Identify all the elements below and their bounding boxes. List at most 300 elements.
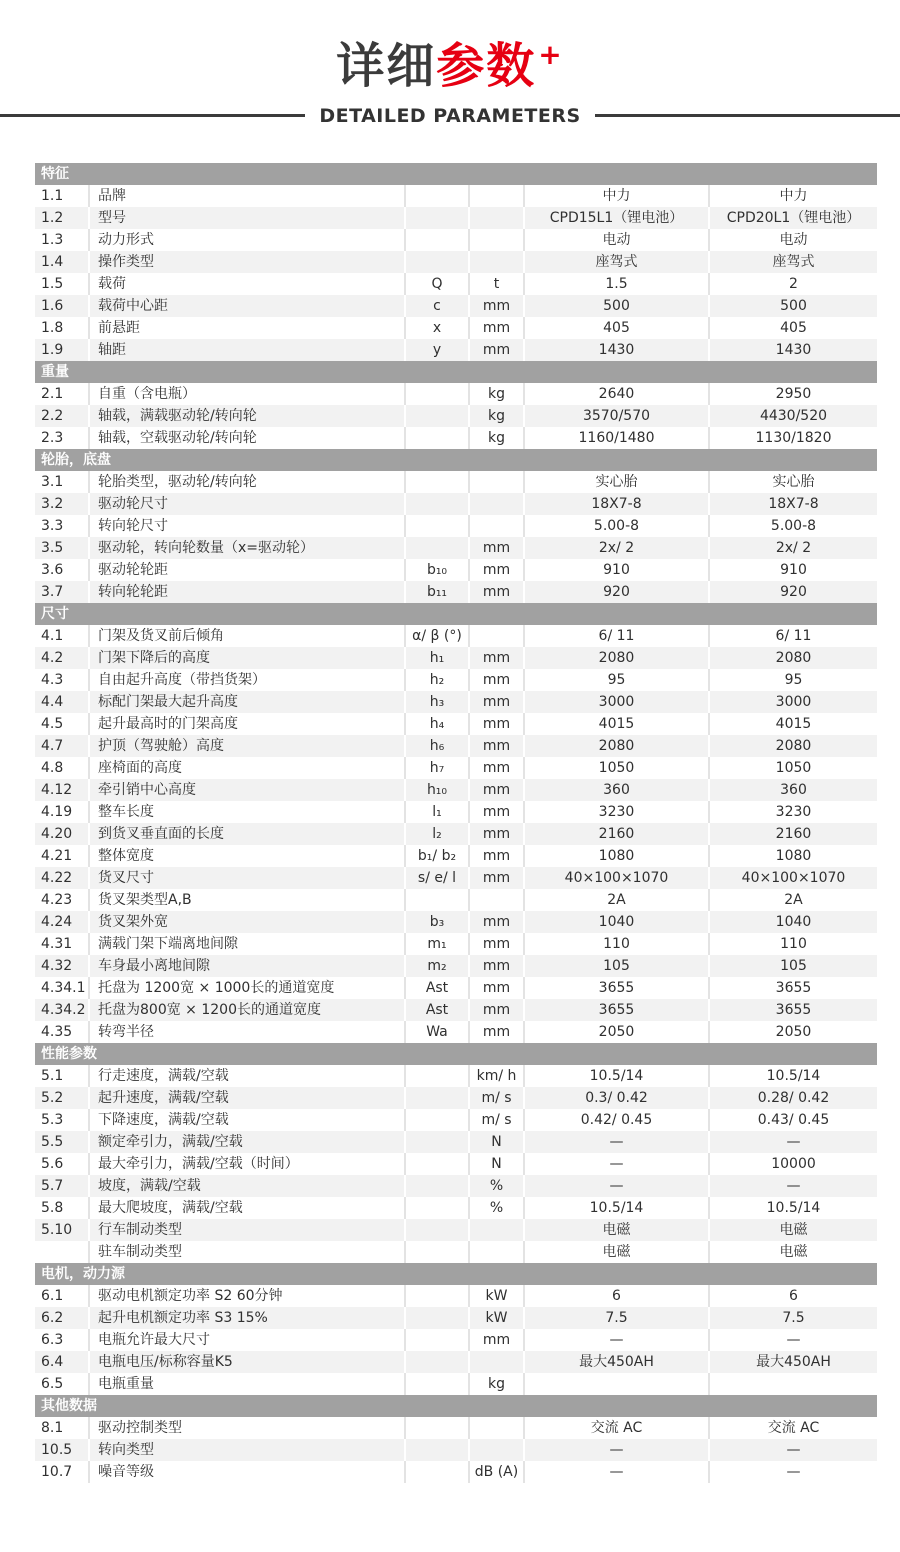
cell-v1: — <box>525 1175 710 1197</box>
cell-v2: 2950 <box>775 385 812 402</box>
cell-unit: mm <box>470 911 525 933</box>
cell-v1: 实心胎 <box>525 471 710 493</box>
cell-v1: 500 <box>525 295 710 317</box>
spec-row <box>35 1087 877 1109</box>
cell-v1: 电磁 <box>525 1219 710 1241</box>
cell-no: 4.3 <box>35 669 90 691</box>
cell-no: 4.23 <box>35 889 90 911</box>
title-text-dark: 详细 <box>336 38 437 94</box>
spec-row <box>35 955 877 977</box>
cell-v2: 交流 AC <box>767 1419 820 1436</box>
cell-label: 货叉架外宽 <box>90 911 406 933</box>
cell-label: 起升最高时的门架高度 <box>90 713 406 735</box>
spec-table <box>35 163 877 1483</box>
cell-v2: 1080 <box>775 847 812 864</box>
spec-row <box>35 999 877 1021</box>
cell-v2: 2160 <box>775 825 812 842</box>
spec-row <box>35 1065 877 1087</box>
spec-row <box>35 339 877 361</box>
spec-row <box>35 427 877 449</box>
cell-v2: — <box>786 1177 801 1194</box>
spec-row <box>35 735 877 757</box>
cell-no: 4.19 <box>35 801 90 823</box>
cell-unit: mm <box>470 295 525 317</box>
cell-v2: 40×100×1070 <box>741 869 846 886</box>
cell-unit: mm <box>470 1329 525 1351</box>
cell-unit: kg <box>470 383 525 405</box>
cell-v1: 1050 <box>525 757 710 779</box>
cell-label: 车身最小离地间隙 <box>90 955 406 977</box>
cell-sym <box>406 229 470 251</box>
cell-unit: mm <box>470 669 525 691</box>
cell-sym <box>406 1219 470 1241</box>
cell-v2: 3655 <box>775 979 812 996</box>
cell-v2: 2080 <box>775 737 812 754</box>
cell-sym: y <box>406 339 470 361</box>
cell-v2: 105 <box>780 957 807 974</box>
cell-no: 5.1 <box>35 1065 90 1087</box>
cell-no: 5.7 <box>35 1175 90 1197</box>
cell-label: 轴距 <box>90 339 406 361</box>
cell-unit: dB (A) <box>470 1461 525 1483</box>
cell-sym <box>406 515 470 537</box>
cell-sym <box>406 537 470 559</box>
spec-row <box>35 229 877 251</box>
cell-no: 4.34.1 <box>35 977 90 999</box>
spec-row <box>35 757 877 779</box>
cell-sym: h₁ <box>406 647 470 669</box>
cell-no: 4.4 <box>35 691 90 713</box>
spec-row <box>35 405 877 427</box>
cell-v2: 电磁 <box>779 1221 808 1238</box>
cell-v2: — <box>786 1133 801 1150</box>
cell-v1: — <box>525 1153 710 1175</box>
cell-v2: 1430 <box>775 341 812 358</box>
cell-no: 1.4 <box>35 251 90 273</box>
cell-no: 6.2 <box>35 1307 90 1329</box>
cell-sym <box>406 1153 470 1175</box>
cell-sym <box>406 1065 470 1087</box>
cell-no: 4.5 <box>35 713 90 735</box>
cell-no: 2.2 <box>35 405 90 427</box>
cell-label: 额定牵引力，满载/空载 <box>90 1131 406 1153</box>
cell-v1: 最大450AH <box>525 1351 710 1373</box>
cell-v2: 3230 <box>775 803 812 820</box>
cell-label: 到货叉垂直面的长度 <box>90 823 406 845</box>
cell-v1: 座驾式 <box>525 251 710 273</box>
cell-label: 行走速度，满载/空载 <box>90 1065 406 1087</box>
cell-v1: 920 <box>525 581 710 603</box>
section-header: 尺寸 <box>35 603 877 625</box>
cell-v1: 10.5/14 <box>525 1065 710 1087</box>
cell-v1: 105 <box>525 955 710 977</box>
cell-unit <box>470 185 525 207</box>
cell-unit: km/ h <box>470 1065 525 1087</box>
cell-unit <box>470 1241 525 1263</box>
cell-v2 <box>710 1373 877 1395</box>
cell-v1: — <box>525 1131 710 1153</box>
cell-no: 4.31 <box>35 933 90 955</box>
cell-unit: kW <box>470 1307 525 1329</box>
cell-unit: kW <box>470 1285 525 1307</box>
cell-sym: s/ e/ l <box>406 867 470 889</box>
spec-row <box>35 1285 877 1307</box>
cell-v1: 95 <box>525 669 710 691</box>
cell-v2: — <box>786 1331 801 1348</box>
section-header: 重量 <box>35 361 877 383</box>
cell-unit <box>470 1417 525 1439</box>
cell-unit <box>470 251 525 273</box>
cell-label: 座椅面的高度 <box>90 757 406 779</box>
cell-label: 最大牵引力，满载/空载（时间） <box>90 1153 406 1175</box>
cell-v1: 1430 <box>525 339 710 361</box>
cell-label: 噪音等级 <box>90 1461 406 1483</box>
cell-v1: 3230 <box>525 801 710 823</box>
cell-sym <box>406 1307 470 1329</box>
cell-label: 轴载，满载驱动轮/转向轮 <box>90 405 406 427</box>
section-header: 轮胎，底盘 <box>35 449 877 471</box>
cell-v2: 95 <box>784 671 803 688</box>
cell-v2: 10.5/14 <box>766 1199 821 1216</box>
cell-v1: — <box>525 1329 710 1351</box>
cell-v1: 2080 <box>525 647 710 669</box>
left-rule <box>0 114 305 117</box>
cell-v2: 2A <box>784 891 803 908</box>
cell-v2: 920 <box>780 583 807 600</box>
cell-label: 驱动电机额定功率 S2 60分钟 <box>90 1285 406 1307</box>
cell-sym <box>406 1285 470 1307</box>
cell-v1: 中力 <box>525 185 710 207</box>
cell-label: 电瓶重量 <box>90 1373 406 1395</box>
cell-no: 1.5 <box>35 273 90 295</box>
page-title <box>336 40 564 93</box>
spec-row <box>35 867 877 889</box>
cell-sym: h₃ <box>406 691 470 713</box>
plus-icon: + <box>538 38 564 71</box>
cell-sym: h₇ <box>406 757 470 779</box>
cell-unit: mm <box>470 823 525 845</box>
cell-no: 5.3 <box>35 1109 90 1131</box>
cell-v2: — <box>786 1441 801 1458</box>
spec-row <box>35 911 877 933</box>
cell-v2: 1040 <box>775 913 812 930</box>
cell-no: 1.6 <box>35 295 90 317</box>
spec-row <box>35 1351 877 1373</box>
cell-unit: kg <box>470 405 525 427</box>
spec-row <box>35 207 877 229</box>
cell-v2: 7.5 <box>782 1309 805 1326</box>
cell-no: 4.32 <box>35 955 90 977</box>
cell-v1: 交流 AC <box>525 1417 710 1439</box>
cell-v2: 实心胎 <box>772 473 815 490</box>
cell-sym <box>406 383 470 405</box>
cell-unit: mm <box>470 581 525 603</box>
cell-unit: mm <box>470 735 525 757</box>
spec-row <box>35 933 877 955</box>
cell-label: 转弯半径 <box>90 1021 406 1043</box>
spec-row <box>35 537 877 559</box>
section-header: 电机，动力源 <box>35 1263 877 1285</box>
cell-no: 2.1 <box>35 383 90 405</box>
cell-sym <box>406 1197 470 1219</box>
cell-no: 4.34.2 <box>35 999 90 1021</box>
spec-row <box>35 317 877 339</box>
section-header: 性能参数 <box>35 1043 877 1065</box>
cell-label: 标配门架最大起升高度 <box>90 691 406 713</box>
cell-unit <box>470 471 525 493</box>
cell-sym: h₄ <box>406 713 470 735</box>
cell-label: 前悬距 <box>90 317 406 339</box>
spec-row <box>35 273 877 295</box>
cell-v2: 910 <box>780 561 807 578</box>
cell-no: 4.2 <box>35 647 90 669</box>
cell-sym <box>406 251 470 273</box>
cell-label: 门架下降后的高度 <box>90 647 406 669</box>
cell-sym <box>406 1417 470 1439</box>
cell-v2: 2080 <box>775 649 812 666</box>
cell-sym: Ast <box>406 999 470 1021</box>
cell-no <box>35 1241 90 1263</box>
cell-v1: 2640 <box>525 383 710 405</box>
cell-v1: 6/ 11 <box>525 625 710 647</box>
cell-unit: mm <box>470 845 525 867</box>
cell-sym <box>406 471 470 493</box>
cell-sym <box>406 1175 470 1197</box>
spec-row <box>35 1307 877 1329</box>
spec-row <box>35 779 877 801</box>
cell-v1: 360 <box>525 779 710 801</box>
cell-no: 4.21 <box>35 845 90 867</box>
cell-sym: b₃ <box>406 911 470 933</box>
cell-label: 护顶（驾驶舱）高度 <box>90 735 406 757</box>
cell-v2: 6 <box>789 1287 798 1304</box>
cell-no: 1.1 <box>35 185 90 207</box>
cell-unit: N <box>470 1131 525 1153</box>
spec-row <box>35 625 877 647</box>
cell-sym <box>406 1373 470 1395</box>
spec-row <box>35 647 877 669</box>
spec-row <box>35 1021 877 1043</box>
cell-no: 3.3 <box>35 515 90 537</box>
cell-no: 4.8 <box>35 757 90 779</box>
cell-v1: 40×100×1070 <box>525 867 710 889</box>
cell-v1: 3000 <box>525 691 710 713</box>
cell-no: 4.35 <box>35 1021 90 1043</box>
spec-row <box>35 1219 877 1241</box>
cell-no: 3.7 <box>35 581 90 603</box>
spec-row <box>35 1373 877 1395</box>
cell-label: 转向类型 <box>90 1439 406 1461</box>
cell-label: 自由起升高度（带挡货架） <box>90 669 406 691</box>
cell-v2: 最大450AH <box>756 1353 831 1370</box>
cell-label: 下降速度，满载/空载 <box>90 1109 406 1131</box>
cell-label: 转向轮轮距 <box>90 581 406 603</box>
cell-unit <box>470 493 525 515</box>
cell-v1: 3570/570 <box>525 405 710 427</box>
cell-v1: 0.42/ 0.45 <box>525 1109 710 1131</box>
spec-row <box>35 823 877 845</box>
cell-no: 4.22 <box>35 867 90 889</box>
cell-sym <box>406 427 470 449</box>
spec-row <box>35 889 877 911</box>
cell-v2: 2 <box>789 275 798 292</box>
cell-no: 2.3 <box>35 427 90 449</box>
cell-unit <box>470 229 525 251</box>
title-block <box>0 0 900 127</box>
cell-unit: kg <box>470 1373 525 1395</box>
cell-sym <box>406 493 470 515</box>
cell-label: 起升速度，满载/空载 <box>90 1087 406 1109</box>
cell-sym <box>406 889 470 911</box>
cell-v1: 1040 <box>525 911 710 933</box>
cell-label: 电瓶电压/标称容量K5 <box>90 1351 406 1373</box>
cell-v2: 3655 <box>775 1001 812 1018</box>
cell-label: 行车制动类型 <box>90 1219 406 1241</box>
cell-v1: 1160/1480 <box>525 427 710 449</box>
cell-sym <box>406 207 470 229</box>
cell-v1: 7.5 <box>525 1307 710 1329</box>
cell-unit: mm <box>470 317 525 339</box>
cell-label: 驱动轮轮距 <box>90 559 406 581</box>
cell-no: 4.1 <box>35 625 90 647</box>
cell-unit: mm <box>470 977 525 999</box>
cell-label: 操作类型 <box>90 251 406 273</box>
cell-no: 5.8 <box>35 1197 90 1219</box>
cell-v2: 10000 <box>771 1155 816 1172</box>
cell-unit <box>470 889 525 911</box>
cell-v1: 405 <box>525 317 710 339</box>
cell-sym: Q <box>406 273 470 295</box>
cell-unit: mm <box>470 801 525 823</box>
cell-sym: b₁₀ <box>406 559 470 581</box>
cell-label: 载荷 <box>90 273 406 295</box>
spec-row <box>35 515 877 537</box>
cell-sym: Wa <box>406 1021 470 1043</box>
cell-v2: 2x/ 2 <box>775 539 812 556</box>
cell-v2: — <box>786 1463 801 1480</box>
spec-row <box>35 251 877 273</box>
spec-row <box>35 713 877 735</box>
spec-row <box>35 1175 877 1197</box>
cell-v2: 5.00-8 <box>770 517 817 534</box>
cell-v1: 1080 <box>525 845 710 867</box>
cell-unit: m/ s <box>470 1109 525 1131</box>
cell-v1: 1.5 <box>525 273 710 295</box>
cell-v1: 10.5/14 <box>525 1197 710 1219</box>
cell-unit: mm <box>470 713 525 735</box>
cell-v1: 2050 <box>525 1021 710 1043</box>
cell-no: 8.1 <box>35 1417 90 1439</box>
cell-sym: b₁/ b₂ <box>406 845 470 867</box>
cell-label: 满载门架下端离地间隙 <box>90 933 406 955</box>
cell-unit <box>470 1351 525 1373</box>
cell-v2: 110 <box>780 935 807 952</box>
cell-v1: 18X7-8 <box>525 493 710 515</box>
spec-row <box>35 1461 877 1483</box>
cell-no: 10.7 <box>35 1461 90 1483</box>
cell-v1 <box>525 1373 710 1395</box>
cell-unit: mm <box>470 779 525 801</box>
cell-sym: c <box>406 295 470 317</box>
cell-v2: 座驾式 <box>772 253 815 270</box>
cell-no: 6.5 <box>35 1373 90 1395</box>
cell-v2: 4015 <box>775 715 812 732</box>
cell-v2: 6/ 11 <box>775 627 812 644</box>
cell-no: 10.5 <box>35 1439 90 1461</box>
cell-v1: 2080 <box>525 735 710 757</box>
right-rule <box>595 114 900 117</box>
spec-row <box>35 1417 877 1439</box>
cell-unit: m/ s <box>470 1087 525 1109</box>
cell-no: 3.1 <box>35 471 90 493</box>
cell-no: 4.12 <box>35 779 90 801</box>
cell-label: 电瓶允许最大尺寸 <box>90 1329 406 1351</box>
cell-unit: mm <box>470 933 525 955</box>
cell-sym <box>406 185 470 207</box>
cell-unit: % <box>470 1197 525 1219</box>
cell-v1: 3655 <box>525 999 710 1021</box>
cell-label: 托盘为 1200宽 × 1000长的通道宽度 <box>90 977 406 999</box>
spec-row <box>35 581 877 603</box>
cell-label: 整体宽度 <box>90 845 406 867</box>
cell-sym <box>406 1131 470 1153</box>
spec-row <box>35 1109 877 1131</box>
cell-label: 载荷中心距 <box>90 295 406 317</box>
spec-row <box>35 1153 877 1175</box>
cell-label: 型号 <box>90 207 406 229</box>
cell-no: 4.7 <box>35 735 90 757</box>
cell-unit: mm <box>470 1021 525 1043</box>
cell-label: 起升电机额定功率 S3 15% <box>90 1307 406 1329</box>
cell-no: 3.5 <box>35 537 90 559</box>
spec-row <box>35 1197 877 1219</box>
cell-unit <box>470 1439 525 1461</box>
cell-label: 坡度，满载/空载 <box>90 1175 406 1197</box>
cell-sym <box>406 1241 470 1263</box>
cell-no: 3.2 <box>35 493 90 515</box>
cell-v1: 2160 <box>525 823 710 845</box>
cell-v1: 2x/ 2 <box>525 537 710 559</box>
cell-sym <box>406 1087 470 1109</box>
spec-row <box>35 1329 877 1351</box>
cell-unit: mm <box>470 559 525 581</box>
cell-label: 货叉尺寸 <box>90 867 406 889</box>
cell-label: 轴载，空载驱动轮/转向轮 <box>90 427 406 449</box>
cell-no: 6.1 <box>35 1285 90 1307</box>
spec-row <box>35 185 877 207</box>
cell-unit <box>470 1219 525 1241</box>
cell-sym: l₂ <box>406 823 470 845</box>
cell-v2: 500 <box>780 297 807 314</box>
cell-label: 整车长度 <box>90 801 406 823</box>
cell-unit: mm <box>470 757 525 779</box>
cell-unit: mm <box>470 955 525 977</box>
spec-row <box>35 977 877 999</box>
cell-sym <box>406 1439 470 1461</box>
cell-v1: 电磁 <box>525 1241 710 1263</box>
spec-row <box>35 383 877 405</box>
spec-row <box>35 471 877 493</box>
cell-v2: 3000 <box>775 693 812 710</box>
cell-label: 动力形式 <box>90 229 406 251</box>
cell-v1: 5.00-8 <box>525 515 710 537</box>
cell-sym: h₁₀ <box>406 779 470 801</box>
cell-no: 4.20 <box>35 823 90 845</box>
subtitle-row <box>0 105 900 127</box>
cell-sym: x <box>406 317 470 339</box>
cell-v2: 电动 <box>779 231 808 248</box>
cell-v2: 18X7-8 <box>768 495 819 512</box>
